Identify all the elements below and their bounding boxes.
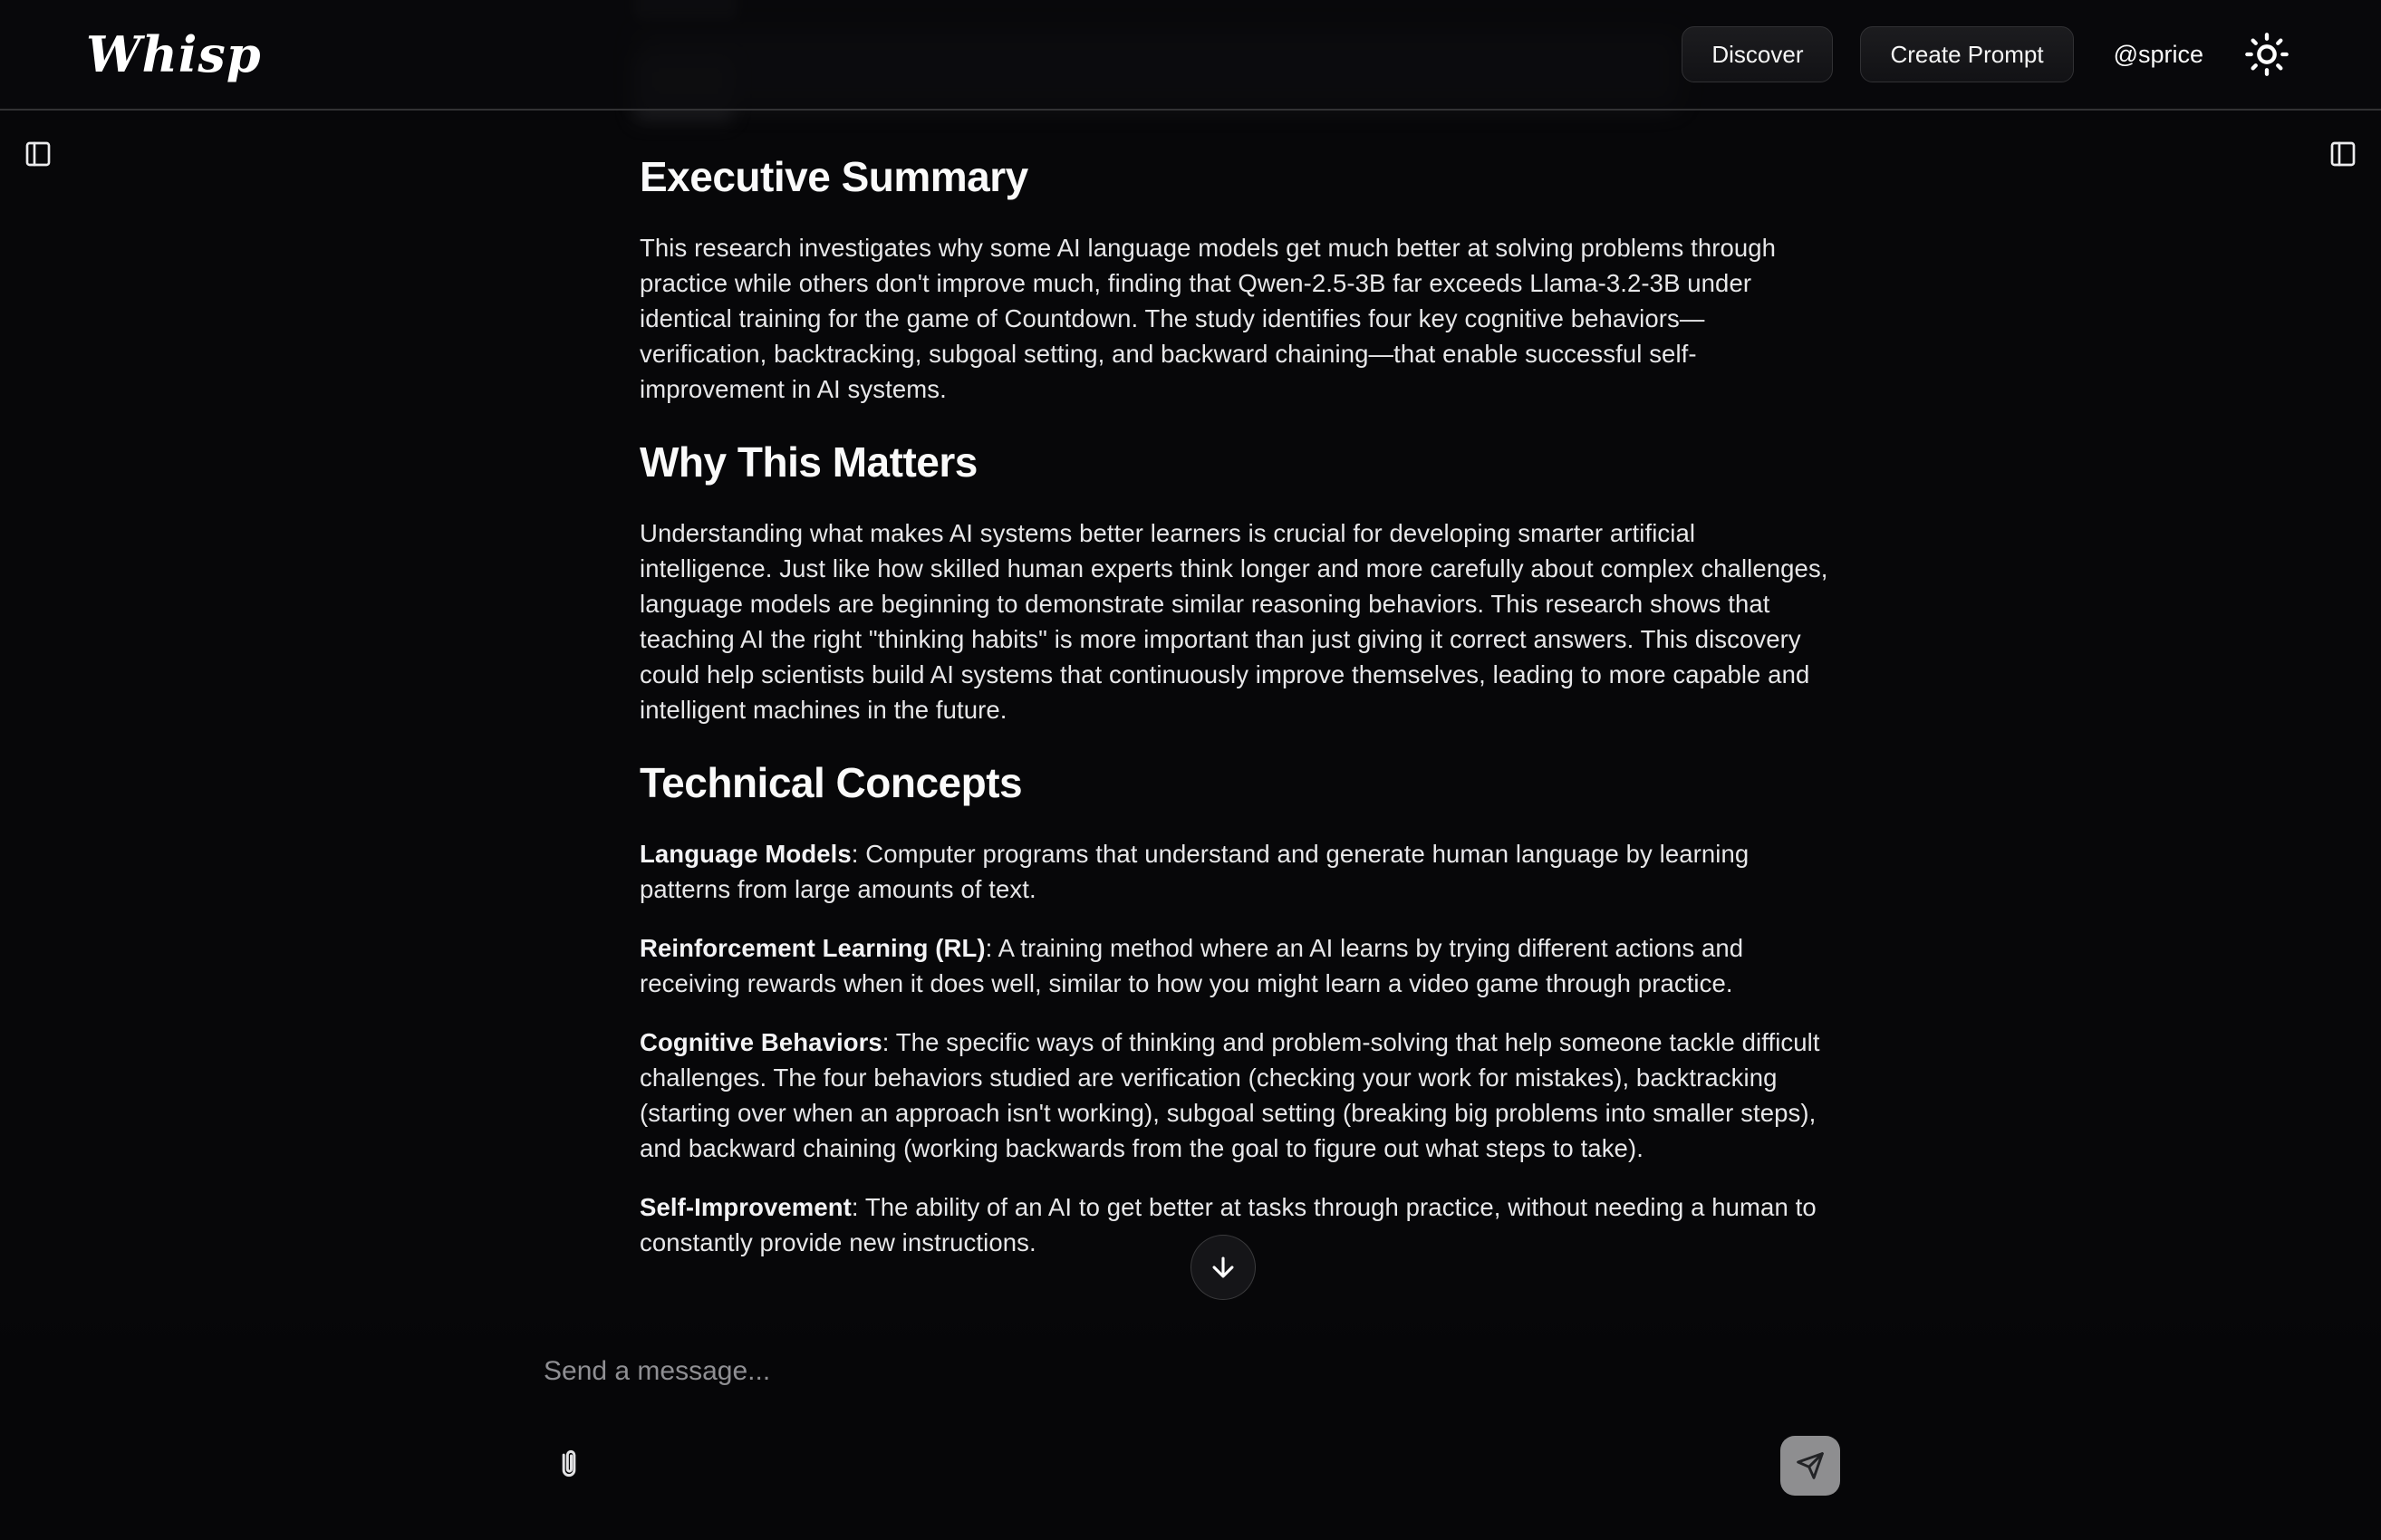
paragraph: This research investigates why some AI language models get much better at solving problems through practice while others don't improve much, finding that Qwen-2.5-3B far exceeds Llama-3.2-3B under identical training for the game of Countdown. The study identifies four key cognitive behaviors—verification, backtracking, subgoal setting, and backward chaining—that enable successful self-improvement in AI systems. xyxy=(640,234,1777,403)
arrow-down-icon xyxy=(1208,1252,1239,1283)
left-sidebar-toggle[interactable] xyxy=(13,129,63,179)
term-label: Cognitive Behaviors xyxy=(640,1028,882,1056)
summary-document xyxy=(640,111,1828,1284)
message-input[interactable] xyxy=(544,1344,1794,1399)
navbar-actions xyxy=(1682,26,2290,82)
term-label: Self-Improvement xyxy=(640,1193,852,1221)
term-definition xyxy=(640,1025,1828,1166)
user-handle-link[interactable]: @sprice xyxy=(2113,40,2203,68)
message-composer xyxy=(0,1323,2381,1540)
section-heading-executive-summary: Executive Summary xyxy=(640,153,1028,200)
whisp-logo[interactable]: Whisp xyxy=(86,25,262,83)
term-definition-text: : A training method where an AI learns by trying different actions and receiving rewards when it does well, similar to how you might learn a video game through practice. xyxy=(640,934,1744,997)
attach-file-button[interactable] xyxy=(542,1438,596,1492)
term-definition-text: : The specific ways of thinking and problem-solving that help someone tackle difficult challenges. The four behaviors studied are verification (checking your work for mistakes), backtracking (starting over when an approach isn't working), subgoal setting (breaking big problems into smaller steps), and backward chaining (working backwards from the goal to figure out what steps to take). xyxy=(640,1028,1820,1162)
send-message-button[interactable] xyxy=(1780,1436,1840,1496)
panel-left-icon xyxy=(24,140,53,168)
term-definition-text: : The ability of an AI to get better at tasks through practice, without needing a human to constantly provide new instructions. xyxy=(640,1193,1817,1256)
theme-toggle-button[interactable] xyxy=(2243,31,2290,78)
term-definition-text: : Computer programs that understand and generate human language by learning patterns from large amounts of text. xyxy=(640,840,1750,903)
term-label: Language Models xyxy=(640,840,852,868)
term-definition xyxy=(640,930,1828,1001)
navbar xyxy=(0,0,2381,111)
term-label: Reinforcement Learning (RL) xyxy=(640,934,986,962)
panel-right-icon xyxy=(2328,140,2357,168)
right-sidebar-toggle[interactable] xyxy=(2318,129,2368,179)
scroll-to-bottom-button[interactable] xyxy=(1190,1235,1256,1300)
section-heading-why-this-matters: Why This Matters xyxy=(640,438,978,486)
paperclip-icon xyxy=(551,1444,587,1486)
send-icon xyxy=(1796,1451,1825,1480)
section-heading-technical-concepts: Technical Concepts xyxy=(640,759,1023,806)
sun-icon xyxy=(2243,31,2290,78)
paragraph: Understanding what makes AI systems better learners is crucial for developing smarter artificial intelligence. Just like how skilled human experts think longer and more carefully about complex challenges, language models are beginning to demonstrate similar reasoning behaviors. This research shows that teaching AI the right "thinking habits" is more important than just giving it correct answers. This discovery could help scientists build AI systems that continuously improve themselves, leading to more capable and intelligent machines in the future. xyxy=(640,519,1828,724)
term-definition xyxy=(640,836,1828,907)
discover-button[interactable]: Discover xyxy=(1682,26,1833,82)
create-prompt-button[interactable]: Create Prompt xyxy=(1860,26,2073,82)
